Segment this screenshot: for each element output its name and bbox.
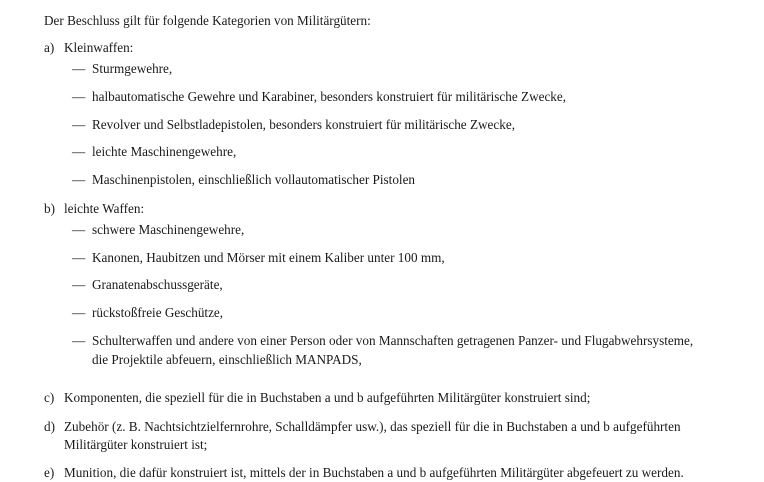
list-item-text: Zubehör (z. B. Nachtsichtzielfernrohre, Schalldämpfer usw.), das speziell für die in Buchstaben a und b aufgeführten Militärgüter konstruiert ist;	[64, 418, 681, 452]
sublist-item	[44, 332, 738, 369]
list-item-text: Komponenten, die speziell für die in Buchstaben a und b aufgeführten Militärgüter konstruiert sind;	[64, 390, 591, 406]
dash-icon: —	[72, 221, 86, 237]
sublist-item-text: Sturmgewehre,	[92, 61, 173, 77]
list-item-marker: a)	[44, 39, 55, 55]
dash-icon: —	[72, 171, 86, 187]
sublist	[44, 60, 738, 190]
sublist-item-text: Revolver und Selbstladepistolen, besonders konstruiert für militärische Zwecke,	[92, 116, 515, 132]
list-item-marker: e)	[44, 464, 55, 480]
sublist-item	[44, 60, 738, 79]
dash-icon: —	[72, 332, 86, 348]
sublist-item-text: Granatenabschussgeräte,	[92, 277, 223, 293]
list-item-marker: b)	[44, 200, 55, 216]
list-item	[44, 464, 738, 482]
sublist-item-text: rückstoßfreie Geschütze,	[92, 305, 224, 321]
sublist-item	[44, 221, 738, 240]
sublist	[44, 221, 738, 369]
dash-icon: —	[72, 116, 86, 132]
sublist-item	[44, 171, 738, 190]
sublist-item	[44, 88, 738, 107]
list-item	[44, 418, 738, 454]
intro-paragraph: Der Beschluss gilt für folgende Kategorien von Militärgütern:	[44, 13, 371, 28]
dash-icon: —	[72, 305, 86, 321]
list-item-marker: d)	[44, 418, 55, 434]
sublist-item-text: Schulterwaffen und andere von einer Person oder von Mannschaften getragenen Panzer- und Flugabwehrsysteme, die Projektile abfeuern, einschließlich MANPADS,	[92, 332, 694, 367]
sublist-item-text: Kanonen, Haubitzen und Mörser mit einem Kaliber unter 100 mm,	[92, 249, 445, 265]
dash-icon: —	[72, 277, 86, 293]
sublist-item-text: halbautomatische Gewehre und Karabiner, besonders konstruiert für militärische Zwecke,	[92, 88, 567, 104]
dash-icon: —	[72, 88, 86, 104]
dash-icon: —	[72, 144, 86, 160]
list-item	[44, 389, 738, 407]
list-item-marker: c)	[44, 390, 55, 406]
sublist-item-text: Maschinenpistolen, einschließlich vollautomatischer Pistolen	[92, 171, 416, 187]
sublist-item-text: leichte Maschinengewehre,	[92, 144, 237, 160]
list-item	[44, 200, 738, 218]
list-item-text: leichte Waffen:	[64, 200, 145, 216]
sublist-item	[44, 276, 738, 295]
sublist-item	[44, 304, 738, 323]
list-item-text: Kleinwaffen:	[64, 39, 134, 55]
list-item	[44, 39, 738, 57]
sublist-item	[44, 143, 738, 162]
sublist-item	[44, 249, 738, 268]
list-item-text: Munition, die dafür konstruiert ist, mittels der in Buchstaben a und b aufgeführten Militärgüter abgefeuert zu werden.	[64, 464, 684, 480]
dash-icon: —	[72, 249, 86, 265]
sublist-item-text: schwere Maschinengewehre,	[92, 221, 245, 237]
sublist-item	[44, 116, 738, 135]
dash-icon: —	[72, 61, 86, 77]
